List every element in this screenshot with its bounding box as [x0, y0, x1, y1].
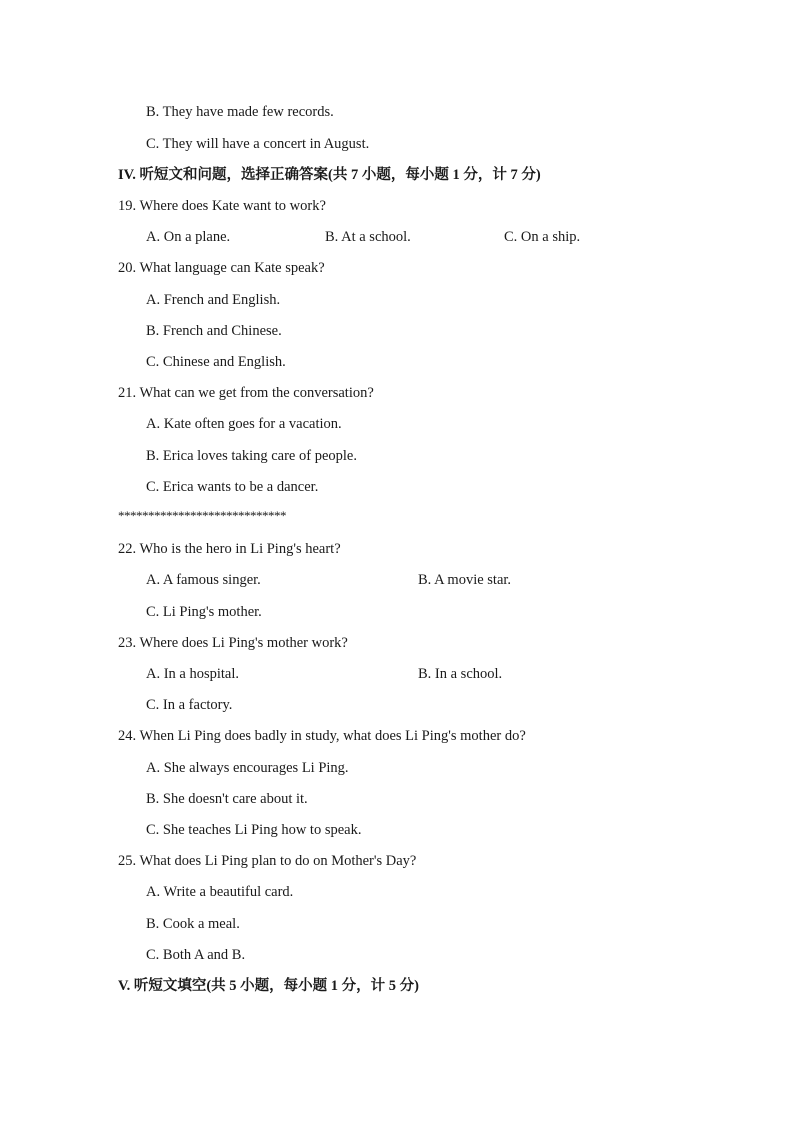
option-21c: C. Erica wants to be a dancer. [146, 479, 319, 495]
option-18b: B. They have made few records. [146, 104, 334, 120]
option-24b: B. She doesn't care about it. [146, 791, 308, 807]
option-23c: C. In a factory. [146, 697, 233, 713]
option-24a: A. She always encourages Li Ping. [146, 760, 349, 776]
section-divider-stars: **************************** [118, 508, 286, 523]
option-20a: A. French and English. [146, 292, 281, 308]
question-22: 22. Who is the hero in Li Ping's heart? [118, 541, 341, 557]
option-23b: B. In a school. [418, 666, 503, 682]
option-22b: B. A movie star. [418, 572, 512, 588]
option-19b: B. At a school. [325, 229, 411, 245]
question-20: 20. What language can Kate speak? [118, 260, 325, 276]
question-25: 25. What does Li Ping plan to do on Mother's Day? [118, 853, 417, 869]
section-iv-heading: IV. 听短文和问题，选择正确答案(共 7 小题，每小题 1 分，计 7 分) [118, 167, 541, 183]
option-25b: B. Cook a meal. [146, 916, 240, 932]
option-20b: B. French and Chinese. [146, 323, 282, 339]
option-21a: A. Kate often goes for a vacation. [146, 416, 342, 432]
question-21: 21. What can we get from the conversation? [118, 385, 374, 401]
option-18c: C. They will have a concert in August. [146, 136, 370, 152]
question-23: 23. Where does Li Ping's mother work? [118, 635, 348, 651]
option-22a: A. A famous singer. [146, 572, 261, 588]
option-25a: A. Write a beautiful card. [146, 884, 294, 900]
question-19: 19. Where does Kate want to work? [118, 198, 326, 214]
option-23a: A. In a hospital. [146, 666, 240, 682]
option-25c: C. Both A and B. [146, 947, 246, 963]
option-19a: A. On a plane. [146, 229, 231, 245]
option-20c: C. Chinese and English. [146, 354, 286, 370]
option-22c: C. Li Ping's mother. [146, 604, 262, 620]
option-19c: C. On a ship. [504, 229, 581, 245]
question-24: 24. When Li Ping does badly in study, what does Li Ping's mother do? [118, 728, 526, 744]
option-24c: C. She teaches Li Ping how to speak. [146, 822, 362, 838]
section-v-heading: V. 听短文填空(共 5 小题，每小题 1 分，计 5 分) [118, 978, 420, 994]
option-21b: B. Erica loves taking care of people. [146, 448, 357, 464]
